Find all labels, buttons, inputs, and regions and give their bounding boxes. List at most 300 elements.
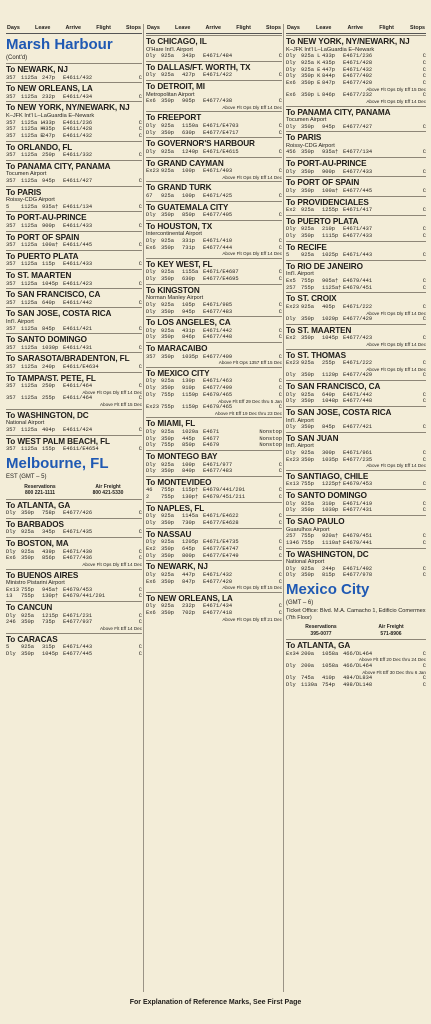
flight-arrive: 815p <box>322 572 335 579</box>
destination-name: To SANTIAGO, CHILE <box>286 471 369 481</box>
flight-stops: C <box>138 280 142 287</box>
reservations-label: Reservations <box>305 624 337 631</box>
destination-name: To PANAMA CITY, PANAMA <box>6 161 111 171</box>
flight-stops: C <box>278 520 282 527</box>
flight-arrive: 1045p <box>322 335 339 342</box>
airport-name: National Airport <box>286 559 325 566</box>
flight-days: Dly <box>286 226 296 233</box>
flight-row <box>146 487 282 494</box>
flight-flight: E4677/444 <box>203 244 233 251</box>
destination-entry <box>6 435 142 453</box>
flight-leave: 755p <box>301 539 314 546</box>
flight-flight: E4679 <box>203 442 220 449</box>
destination-entry <box>146 157 282 181</box>
flight-leave: 745a <box>301 675 314 682</box>
destination-entry <box>6 409 142 434</box>
flight-row <box>6 126 142 133</box>
flight-stops: C <box>278 53 282 60</box>
flight-flight: E4671/443 <box>343 252 373 259</box>
destination-name: To SAN JUAN <box>286 433 339 443</box>
destination-entry <box>286 241 426 259</box>
flight-flight: E4671/484 <box>203 53 233 60</box>
flight-arrive: 1150a <box>182 122 199 129</box>
flight-arrive: 1035p <box>322 456 339 463</box>
destination-entry <box>6 82 142 100</box>
flight-leave: 925a <box>301 303 314 310</box>
flight-stops: C <box>422 79 426 86</box>
flight-stops: C <box>138 446 142 453</box>
flight-row <box>6 364 142 371</box>
flight-stops: C <box>278 404 282 411</box>
flight-leave: 350p L <box>301 92 321 99</box>
flight-flight: E4611/427 <box>63 177 93 184</box>
destination-name: To PANAMA CITY, PANAMA <box>286 107 391 117</box>
flight-leave: 755p <box>161 404 174 411</box>
flight-stops: C <box>422 168 426 175</box>
flight-stops: C <box>138 395 142 402</box>
flight-stops: C <box>278 122 282 129</box>
flight-flight: E4671/437 <box>343 226 373 233</box>
flight-leave: 1125a <box>21 446 38 453</box>
flight-leave: 350p <box>161 98 174 105</box>
flight-days: 5 <box>6 203 10 210</box>
destination-name: To MONTEGO BAY <box>146 452 218 462</box>
flight-days: 357 <box>6 132 16 139</box>
flight-flight: E4611/432 <box>63 74 93 81</box>
destination-name: To PORT-AU-PRINCE <box>286 159 367 169</box>
flight-arrive: 300p <box>322 449 335 456</box>
destination-name: To ORLANDO, FL <box>6 142 73 152</box>
flight-arrive: 1155a <box>182 269 199 276</box>
flight-row <box>146 193 282 200</box>
destination-entry <box>6 186 142 211</box>
destination-name: To GRAND TURK <box>146 183 212 193</box>
flight-leave: 350p <box>301 398 314 405</box>
destination-name: To PROVIDENCIALES <box>286 197 369 207</box>
flight-arrive: 1205p <box>182 539 199 546</box>
flight-row <box>6 651 142 658</box>
airport-name: Roissy-CDG Airport <box>6 197 55 204</box>
flight-row <box>286 335 426 342</box>
flight-days: Dly <box>146 301 156 308</box>
flight-row <box>146 513 282 520</box>
schedule-note: Above Flt Eff 20 Dec thru 24 Dec <box>358 657 426 663</box>
flight-leave: 925a <box>161 603 174 610</box>
flight-days: Ex13 <box>286 481 299 488</box>
flight-row <box>6 120 142 127</box>
flight-leave: 350p <box>301 424 314 431</box>
destination-name: To PARIS <box>286 133 322 143</box>
destination-entry <box>286 515 426 547</box>
schedule-note: Above Flt Eff 19 Dec thru 23 Dec <box>214 410 282 416</box>
destination-name: To PUERTO PLATA <box>6 251 79 261</box>
flight-row <box>286 450 426 457</box>
flight-flight: E4671/432 <box>343 66 373 73</box>
flight-row <box>286 285 426 292</box>
flight-row <box>146 53 282 60</box>
flight-row <box>146 553 282 560</box>
flight-days: Dly <box>146 461 156 468</box>
flight-arrive: 945a† <box>42 586 59 593</box>
flight-arrive: 232p <box>42 93 55 100</box>
flight-days: Dly <box>6 510 16 517</box>
flight-flight: E4671/236 <box>343 53 373 60</box>
destination-name: To MIAMI, FL <box>146 419 196 429</box>
flight-days: Dly <box>146 539 156 546</box>
destination-entry <box>146 342 282 366</box>
flight-arrive: 702p <box>182 610 195 617</box>
flight-leave: 925a <box>161 192 174 199</box>
flight-days: 357 <box>6 152 16 159</box>
destination-name: To DETROIT, MI <box>146 82 205 91</box>
flight-flight: E4671/222 <box>343 303 373 310</box>
flight-flight: E4679/441 <box>343 277 373 284</box>
flight-days: Dly <box>146 276 156 282</box>
destination-name: To BOSTON, MA <box>6 539 69 549</box>
flight-leave: 350p <box>161 129 174 136</box>
airport-name: Int'l. Airport <box>286 417 314 424</box>
city-heading: Melbourne, FL <box>6 454 109 472</box>
flight-stops: C <box>278 168 282 174</box>
destination-entry <box>286 489 426 514</box>
flight-arrive: 850p <box>182 442 195 449</box>
flight-row <box>286 424 426 431</box>
destination-entry <box>6 141 142 159</box>
flight-arrive: 1215p <box>42 612 59 619</box>
flight-row <box>286 540 426 547</box>
flight-days: Ex6 <box>286 92 296 99</box>
destination-entry <box>6 372 142 408</box>
flight-arrive: 935a† <box>322 149 339 156</box>
flight-days: 357 <box>6 222 16 229</box>
flight-days: Dly <box>146 53 156 60</box>
flight-leave: 1125a <box>21 344 38 351</box>
destination-entry <box>286 131 426 156</box>
air-freight-number: 571-8906 <box>380 630 402 637</box>
flight-row <box>286 398 426 405</box>
airport-name: Int'l. Airport <box>286 271 314 278</box>
flight-flight: E4677/448 <box>343 398 373 405</box>
header-arrive: Arrive <box>205 25 222 31</box>
flight-row <box>286 566 426 573</box>
header-leave: Leave <box>316 25 332 31</box>
flight-arrive: 1030p <box>42 344 59 351</box>
flight-flight: E4677/405 <box>203 212 233 218</box>
header-flight: Flight <box>379 25 394 31</box>
flight-days: Ex6 <box>146 578 156 585</box>
flight-days: Dly <box>146 308 156 315</box>
flight-leave: 1125a <box>21 222 38 229</box>
destination-name: To SAN JOSE, COSTA RICA <box>6 309 112 319</box>
flight-days: Ex2 <box>286 207 296 213</box>
flight-stops: C <box>278 353 282 360</box>
schedule-note: Above Flt Ops Dly Eff 14 Dec <box>366 342 426 348</box>
destination-entry <box>6 63 142 81</box>
destination-name: To ST. CROIX <box>286 294 337 304</box>
destination-name: To MEXICO CITY <box>146 368 210 378</box>
flight-flight: E4677/431 <box>343 507 373 514</box>
city-section <box>286 580 426 637</box>
destination-name: To CHICAGO, IL <box>146 37 207 46</box>
flight-leave: 350p <box>301 187 314 194</box>
flight-arrive: 250p <box>42 152 55 159</box>
schedule-note: Above Flt Eff 30 Dec thru 6 Jan <box>362 669 426 675</box>
flight-row <box>6 133 142 140</box>
header-arrive: Arrive <box>347 25 364 31</box>
flight-row <box>6 427 142 434</box>
flight-flight: E4677/433 <box>343 232 373 239</box>
city-section <box>6 35 142 63</box>
destination-entry <box>146 316 282 341</box>
air-freight-label: Air Freight <box>378 624 404 631</box>
flight-flight: E4611/464 <box>63 395 93 402</box>
flight-flight: E4611/E4634 <box>63 363 99 370</box>
flight-days: 357 <box>6 93 16 100</box>
flight-stops: C <box>422 59 426 66</box>
flight-row <box>286 73 426 80</box>
flight-row <box>146 494 282 501</box>
destination-entry <box>146 137 282 155</box>
airport-name: O'Hare Int'l. Airport <box>146 46 193 53</box>
flight-row <box>146 302 282 309</box>
flight-flight: E4611/236 <box>63 119 93 126</box>
flight-flight: E4679/451/211 <box>203 494 246 501</box>
flight-days: 257 <box>286 284 296 291</box>
flight-stops: C <box>138 126 142 133</box>
flight-flight: E4671/442 <box>343 391 373 398</box>
schedule-note: Above Flt Ops Dly Eff 14 Dec <box>82 562 142 568</box>
flight-stops: C <box>138 363 142 370</box>
flight-row <box>146 392 282 399</box>
destination-name: To ATLANTA, GA <box>6 500 71 510</box>
flight-days: Dly <box>146 603 156 610</box>
reservations-number: 800 221-1111 <box>24 490 56 497</box>
flight-leave: 1125a <box>21 280 38 287</box>
flight-arrive: 1120p <box>322 372 339 379</box>
flight-row <box>146 603 282 610</box>
flight-flight: E4677/E4749 <box>203 552 239 559</box>
flight-row <box>146 168 282 175</box>
schedule-note: Above Flt Eff 14 Dec <box>99 626 142 632</box>
flight-days: Dly <box>286 675 296 682</box>
flight-flight: E4679/441/201 <box>203 487 246 494</box>
flight-row <box>286 304 426 311</box>
flight-stops: C <box>278 513 282 520</box>
contact-grid <box>286 624 426 637</box>
flight-stops: C <box>138 325 142 332</box>
flight-arrive: 905a† <box>322 277 339 284</box>
flight-flight: E4671/430 <box>63 548 93 555</box>
flight-days: Dly <box>286 449 296 456</box>
contact-grid <box>6 484 142 497</box>
flight-stops: C <box>422 650 426 657</box>
flight-stops: C <box>138 612 142 619</box>
flight-flight: E4671 <box>203 428 220 435</box>
flight-stops: C <box>422 92 426 99</box>
flight-days: 5 <box>6 644 10 651</box>
flight-leave: 755p <box>301 284 314 291</box>
flight-row <box>146 572 282 579</box>
flight-stops: C <box>278 494 282 501</box>
flight-flight: E4611/445 <box>63 242 93 249</box>
flight-days: Dly <box>146 468 156 475</box>
flight-stops: C <box>138 593 142 600</box>
flight-arrive: 247p <box>42 132 55 139</box>
airport-name: Int'l. Airport <box>6 318 34 325</box>
flight-row <box>6 587 142 594</box>
flight-arrive: 844p <box>322 73 335 80</box>
flight-leave: 755p <box>301 481 314 488</box>
flight-flight: E4677/937 <box>63 619 93 626</box>
flight-row <box>286 124 426 131</box>
flight-stops: C <box>278 552 282 559</box>
flight-flight: E4679/465 <box>203 391 233 398</box>
flight-arrive: 405p <box>322 303 335 310</box>
flight-leave: 755p <box>301 533 314 540</box>
flight-leave: 350p <box>301 149 314 156</box>
schedule-note: Above Flt Ops Dly Eff 14 Dec <box>366 98 426 104</box>
flight-days: Ex6 <box>146 244 156 251</box>
flight-stops: C <box>278 72 282 79</box>
destination-entry <box>146 476 282 501</box>
flight-days: Dly <box>286 73 296 80</box>
flight-days: Dly <box>146 571 156 578</box>
flight-row <box>286 67 426 74</box>
destination-name: To SAO PAULO <box>286 517 345 527</box>
flight-days: Dly <box>146 269 156 276</box>
flight-stops: C <box>422 456 426 463</box>
flight-days: Dly <box>286 316 296 323</box>
destination-name: To NEW YORK, NY/NEWARK, NJ <box>286 37 410 46</box>
destination-entry <box>286 432 426 469</box>
flight-leave: 350p <box>161 212 174 218</box>
flight-stops: C <box>278 237 282 244</box>
flight-arrive: 115p <box>42 261 55 268</box>
flight-arrive: 130p† <box>182 494 199 501</box>
flight-row <box>146 238 282 245</box>
flight-arrive: 645p <box>182 545 195 552</box>
flight-leave: 350p <box>161 334 174 341</box>
destination-entry <box>6 601 142 632</box>
flight-stops: C <box>422 662 426 669</box>
flight-arrive: 935a† <box>42 203 59 210</box>
flight-flight: E4677/978 <box>343 572 373 579</box>
header-leave: Leave <box>35 25 51 31</box>
flight-stops: Nonstop <box>259 435 282 442</box>
destination-entry <box>146 258 282 283</box>
flight-leave: 925a <box>21 548 34 555</box>
flight-days: Dly <box>286 572 296 579</box>
flight-flight: E4671/443 <box>63 644 93 651</box>
flight-row <box>146 579 282 586</box>
flight-flight: E4671/492 <box>343 565 373 572</box>
flight-flight: E4677/483 <box>203 308 233 315</box>
flight-leave: 350p <box>21 619 34 626</box>
flight-stops: C <box>422 66 426 73</box>
header-stops: Stops <box>410 25 425 31</box>
destination-name: To PORT OF SPAIN <box>6 232 80 242</box>
flight-flight: E4679/453 <box>343 481 373 488</box>
destination-name: To BARBADOS <box>6 519 64 529</box>
flight-stops: C <box>422 507 426 514</box>
header-days: Days <box>7 25 20 31</box>
column-header <box>146 24 282 34</box>
flight-arrive: 850p <box>182 212 195 218</box>
destination-name: To SANTO DOMINGO <box>286 491 367 501</box>
flight-flight: E4611/432 <box>63 132 93 139</box>
flight-flight: E4671/419 <box>343 500 373 507</box>
flight-stops: C <box>138 619 142 626</box>
flight-flight: E4671/977 <box>203 461 233 468</box>
flight-days: 357 <box>6 363 16 370</box>
flight-row <box>286 252 426 259</box>
flight-leave: 350p <box>161 578 174 585</box>
flight-leave: 1125a E <box>21 132 44 139</box>
airport-name: National Airport <box>6 420 45 427</box>
flight-days: Dly <box>286 168 296 175</box>
flight-arrive: 910p <box>182 385 195 392</box>
flight-arrive: 1159p <box>182 391 199 398</box>
destination-name: To PORT OF SPAIN <box>286 178 360 188</box>
flight-row <box>286 572 426 579</box>
timetable-column-1 <box>6 24 142 994</box>
flight-arrive: 130p† <box>42 593 59 600</box>
flight-days: Dly <box>146 435 156 442</box>
flight-leave: 1125a <box>21 325 38 332</box>
flight-arrive: 1058a <box>322 650 339 657</box>
flight-arrive: 404p <box>42 426 55 433</box>
flight-flight: E4679/453 <box>63 586 93 593</box>
flight-arrive: 439p <box>42 548 55 555</box>
flight-stops: C <box>138 344 142 351</box>
flight-leave: 350p <box>161 353 174 360</box>
flight-row <box>146 123 282 130</box>
schedule-note: Above Flt Ops Dly Eff 14 Dec <box>366 366 426 372</box>
flight-stops: C <box>278 378 282 385</box>
flight-row <box>286 507 426 514</box>
flight-days: Dly <box>286 391 296 398</box>
flight-flight: E4611/424 <box>63 426 93 433</box>
flight-days: Dly <box>6 650 16 657</box>
flight-leave: 1125a <box>21 261 38 268</box>
flight-days: Dly <box>146 72 156 79</box>
destination-name: To NASSAU <box>146 529 192 539</box>
flight-arrive: 847p <box>182 578 195 585</box>
flight-leave: 1125a <box>21 93 38 100</box>
flight-days: Dly <box>146 334 156 341</box>
flight-leave: 925a <box>21 612 34 619</box>
flight-days: 357 <box>146 353 156 360</box>
flight-flight: E4671/E4735 <box>203 539 239 546</box>
flight-flight: E4677/499 <box>203 385 233 392</box>
flight-leave: 925a <box>161 301 174 308</box>
flight-arrive: 255p <box>42 395 55 402</box>
flight-stops: C <box>422 335 426 342</box>
flight-days: Ex23 <box>286 360 299 367</box>
flight-flight: E4671/E4687 <box>203 269 239 276</box>
flight-arrive: 1255p <box>322 207 339 213</box>
destination-entry <box>286 324 426 348</box>
schedule-note: Above Flt Ops Dly Eff 21 Dec <box>222 616 282 622</box>
destination-name: To WEST PALM BEACH, FL <box>6 436 110 446</box>
flight-leave: 350p <box>161 520 174 527</box>
flight-row <box>146 98 282 105</box>
flight-flight: E4677/420 <box>343 79 373 86</box>
flight-days: 357 <box>6 119 16 126</box>
flight-arrive: 945p <box>322 123 335 130</box>
flight-stops: C <box>138 586 142 593</box>
flight-leave: 1125a <box>21 299 38 306</box>
